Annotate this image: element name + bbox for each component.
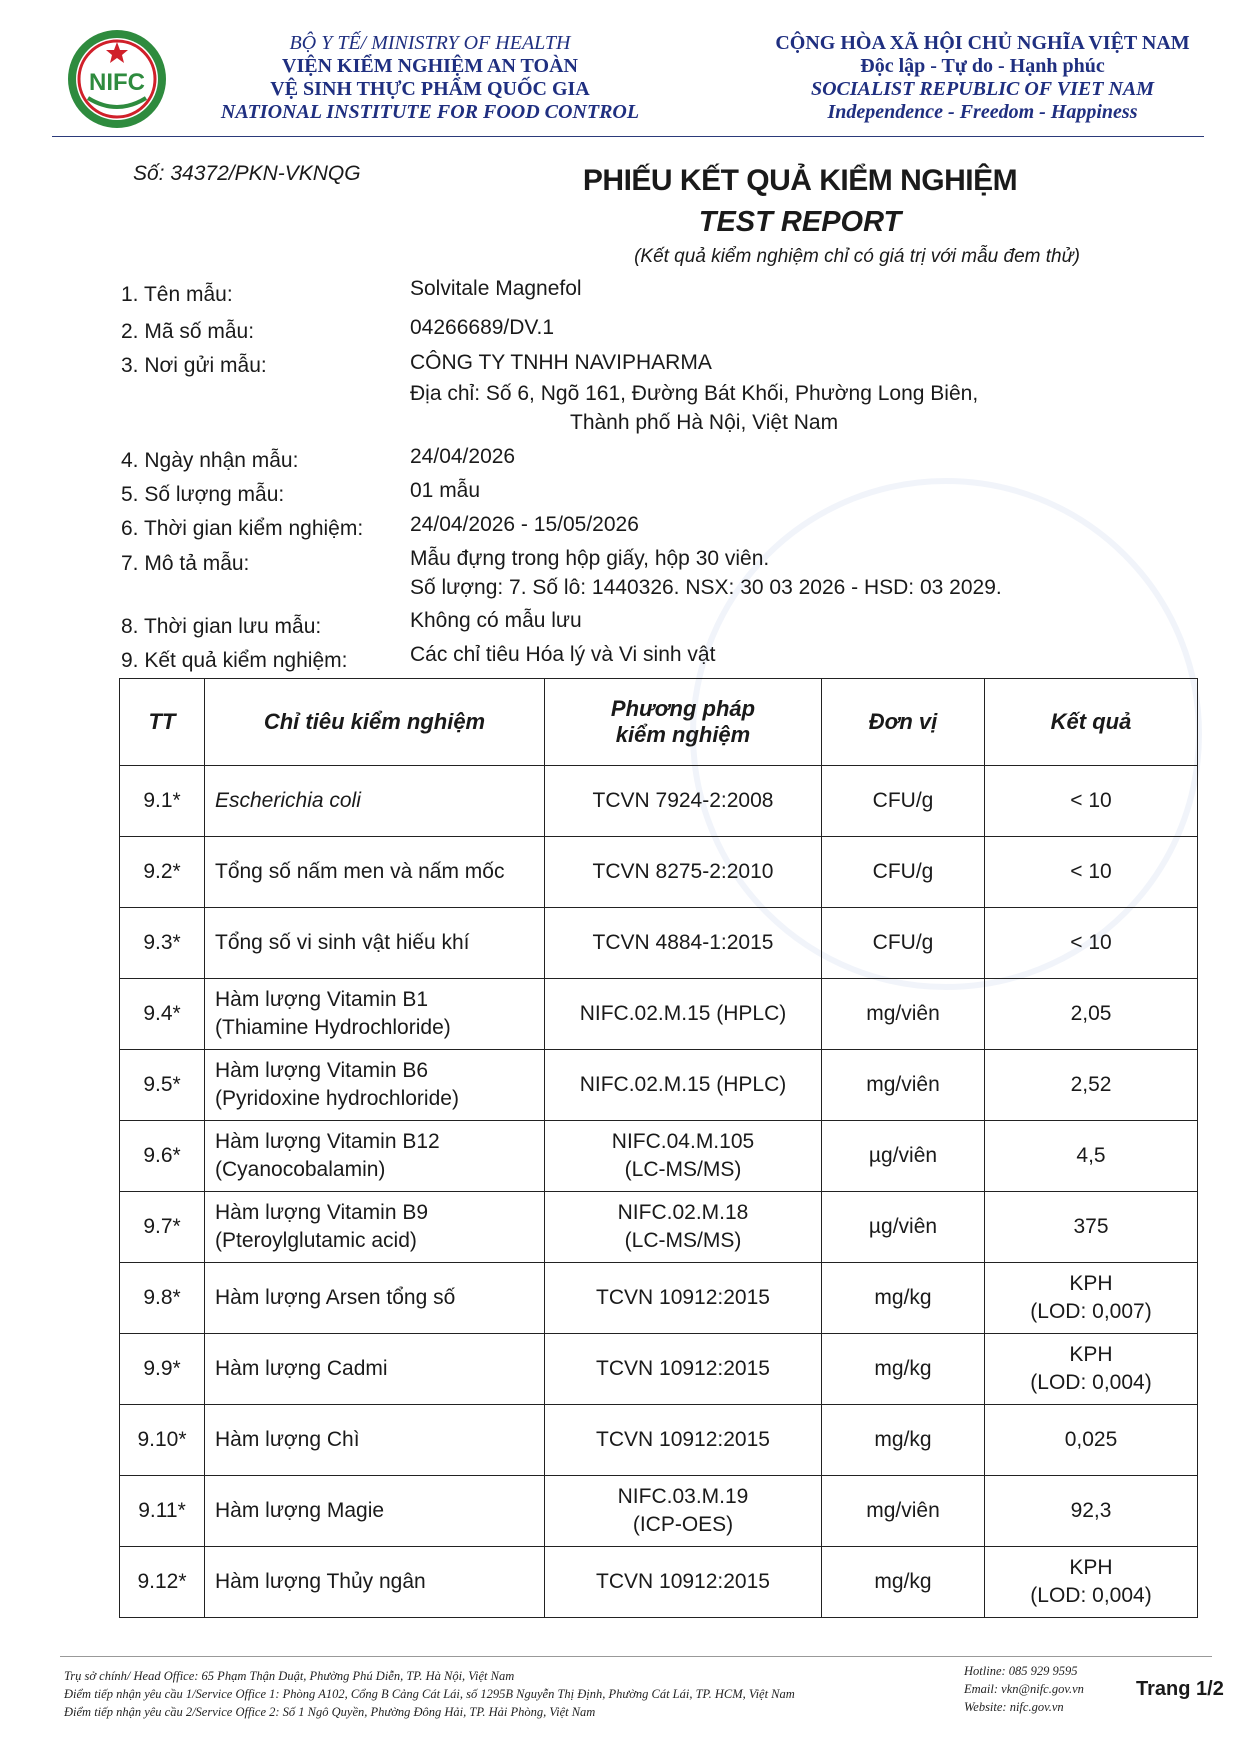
row-result-line1: 92,3 (1070, 1499, 1112, 1522)
info-value: 04266689/DV.1 (410, 316, 555, 339)
row-item (205, 1547, 545, 1618)
table-row (120, 837, 1198, 908)
row-tt: 9.9* (120, 1334, 205, 1405)
row-result-line1: 4,5 (1076, 1144, 1106, 1167)
row-unit: µg/viên (822, 1192, 985, 1263)
row-tt: 9.4* (120, 979, 205, 1050)
info-value: Solvitale Magnefol (410, 277, 582, 300)
row-result-line1: KPH (1069, 1343, 1113, 1366)
footer-addresses (64, 1667, 795, 1721)
info-label: 7. Mô tả mẫu: (121, 552, 250, 575)
row-method-line1: TCVN 7924-2:2008 (592, 789, 774, 812)
row-item-line2: (Thiamine Hydrochloride) (215, 1016, 451, 1039)
table-row (120, 1405, 1198, 1476)
row-result (985, 766, 1198, 837)
row-item (205, 979, 545, 1050)
info-value: Địa chỉ: Số 6, Ngõ 161, Đường Bát Khối, Phường Long Biên, (410, 382, 979, 405)
table-row (120, 1050, 1198, 1121)
table-row (120, 979, 1198, 1050)
row-result (985, 1263, 1198, 1334)
row-item-line1: Hàm lượng Thủy ngân (215, 1570, 426, 1593)
republic-name-en: SOCIALIST REPUBLIC OF VIET NAM (810, 78, 1155, 100)
row-result (985, 1192, 1198, 1263)
table-row (120, 1334, 1198, 1405)
row-method (545, 979, 822, 1050)
row-result (985, 837, 1198, 908)
row-result-line1: < 10 (1070, 931, 1112, 954)
row-item (205, 837, 545, 908)
row-item-line1: Tổng số vi sinh vật hiếu khí (215, 931, 470, 954)
row-method-line1: TCVN 10912:2015 (596, 1570, 770, 1593)
row-item (205, 1121, 545, 1192)
info-label: 3. Nơi gửi mẫu: (121, 354, 267, 377)
row-item-line1: Hàm lượng Cadmi (215, 1357, 388, 1380)
row-item-line1: Tổng số nấm men và nấm mốc (215, 860, 505, 883)
row-unit: µg/viên (822, 1121, 985, 1192)
row-item (205, 1050, 545, 1121)
info-value: CÔNG TY TNHH NAVIPHARMA (410, 351, 712, 374)
row-method-line2: (LC-MS/MS) (624, 1158, 742, 1181)
row-item-line1: Hàm lượng Vitamin B1 (215, 988, 429, 1011)
row-unit: mg/kg (822, 1547, 985, 1618)
row-method-line1: TCVN 8275-2:2010 (592, 860, 774, 883)
row-unit: CFU/g (822, 837, 985, 908)
header-method (545, 679, 822, 766)
info-value: Số lượng: 7. Số lô: 1440326. NSX: 30 03 2026 - HSD: 03 2029. (410, 576, 1002, 599)
row-tt: 9.8* (120, 1263, 205, 1334)
row-method-line1: NIFC.03.M.19 (617, 1485, 749, 1508)
svg-text:NIFC: NIFC (89, 69, 145, 96)
info-label: 4. Ngày nhận mẫu: (121, 449, 299, 472)
table-row (120, 1476, 1198, 1547)
row-method-line1: NIFC.02.M.15 (HPLC) (579, 1002, 787, 1025)
row-item (205, 1334, 545, 1405)
info-label: 6. Thời gian kiểm nghiệm: (121, 517, 364, 540)
institute-name-vn-2: VỆ SINH THỰC PHẨM QUỐC GIA (270, 78, 590, 100)
row-tt: 9.6* (120, 1121, 205, 1192)
info-value: Các chỉ tiêu Hóa lý và Vi sinh vật (410, 643, 716, 666)
row-tt: 9.3* (120, 908, 205, 979)
row-result-line1: 375 (1073, 1215, 1109, 1238)
row-unit: CFU/g (822, 908, 985, 979)
row-tt: 9.12* (120, 1547, 205, 1618)
row-result (985, 908, 1198, 979)
row-method (545, 1192, 822, 1263)
row-item-line2: (Pteroylglutamic acid) (215, 1229, 417, 1252)
nifc-logo-icon (66, 28, 168, 130)
website: Website: nifc.gov.vn (964, 1700, 1064, 1714)
row-result-line2: (LOD: 0,004) (1030, 1584, 1152, 1607)
info-label: 1. Tên mẫu: (121, 283, 233, 306)
info-label: 2. Mã số mẫu: (121, 320, 255, 343)
row-result-line1: < 10 (1070, 860, 1112, 883)
row-result-line1: 2,05 (1070, 1002, 1112, 1025)
row-method (545, 1405, 822, 1476)
info-value: Mẫu đựng trong hộp giấy, hộp 30 viên. (410, 547, 770, 570)
row-method-line1: NIFC.02.M.18 (617, 1201, 749, 1224)
hotline: Hotline: 085 929 9595 (964, 1664, 1078, 1678)
info-label: 9. Kết quả kiểm nghiệm: (121, 649, 348, 672)
row-result (985, 1121, 1198, 1192)
row-result (985, 1334, 1198, 1405)
row-method (545, 908, 822, 979)
info-value: 24/04/2026 - 15/05/2026 (410, 513, 639, 536)
row-item (205, 1476, 545, 1547)
report-note: (Kết quả kiểm nghiệm chỉ có giá trị với mẫu đem thử) (634, 246, 1080, 267)
row-item-line1: Hàm lượng Arsen tổng số (215, 1286, 456, 1309)
table-row (120, 766, 1198, 837)
row-result (985, 1050, 1198, 1121)
report-title: PHIẾU KẾT QUẢ KIỂM NGHIỆM (582, 164, 1018, 197)
footer-divider (60, 1656, 1212, 1657)
header-divider (52, 136, 1204, 137)
service-office-1: Điểm tiếp nhận yêu cầu 1/Service Office 1: Phòng A102, Cổng B Cảng Cát Lái, số 1295B Nguyễn Thị Định, Phường Cát Lái, TP. HCM, Việt Nam (64, 1687, 795, 1701)
row-result (985, 1476, 1198, 1547)
row-tt: 9.10* (120, 1405, 205, 1476)
table-row (120, 908, 1198, 979)
email: Email: vkn@nifc.gov.vn (964, 1682, 1084, 1696)
row-unit: mg/viên (822, 1050, 985, 1121)
row-item (205, 766, 545, 837)
row-item-line2: (Cyanocobalamin) (215, 1158, 386, 1181)
info-label: 5. Số lượng mẫu: (121, 483, 285, 506)
row-result-line1: KPH (1069, 1272, 1113, 1295)
row-unit: mg/kg (822, 1263, 985, 1334)
row-method (545, 1121, 822, 1192)
table-row (120, 1192, 1198, 1263)
row-method-line2: (ICP-OES) (632, 1513, 734, 1536)
header-tt: TT (120, 679, 205, 766)
row-method-line1: TCVN 10912:2015 (596, 1428, 770, 1451)
row-item-line1: Hàm lượng Chì (215, 1428, 360, 1451)
motto-en: Independence - Freedom - Happiness (827, 101, 1138, 123)
info-label: 8. Thời gian lưu mẫu: (121, 615, 322, 638)
table-row (120, 1263, 1198, 1334)
row-method (545, 766, 822, 837)
row-method-line1: TCVN 4884-1:2015 (592, 931, 774, 954)
table-row (120, 1547, 1198, 1618)
row-item (205, 1405, 545, 1476)
row-item (205, 1192, 545, 1263)
national-header (755, 32, 1210, 124)
row-method-line1: TCVN 10912:2015 (596, 1286, 770, 1309)
row-result (985, 979, 1198, 1050)
row-item (205, 908, 545, 979)
institute-name-en: NATIONAL INSTITUTE FOR FOOD CONTROL (220, 101, 640, 123)
document-number: Số: 34372/PKN-VKNQG (133, 162, 361, 185)
ministry-line: BỘ Y TẾ/ MINISTRY OF HEALTH (289, 32, 571, 54)
row-tt: 9.5* (120, 1050, 205, 1121)
report-subtitle: TEST REPORT (698, 206, 902, 238)
row-result-line2: (LOD: 0,007) (1030, 1300, 1152, 1323)
row-result (985, 1547, 1198, 1618)
row-method-line2: (LC-MS/MS) (624, 1229, 742, 1252)
row-unit: CFU/g (822, 766, 985, 837)
row-item-line1: Escherichia coli (215, 789, 361, 812)
row-method (545, 837, 822, 908)
row-method (545, 1334, 822, 1405)
row-tt: 9.7* (120, 1192, 205, 1263)
row-item-line1: Hàm lượng Vitamin B9 (215, 1201, 429, 1224)
row-tt: 9.1* (120, 766, 205, 837)
row-result-line1: < 10 (1070, 789, 1112, 812)
row-item-line1: Hàm lượng Vitamin B12 (215, 1130, 440, 1153)
header-item: Chỉ tiêu kiểm nghiệm (205, 679, 545, 766)
row-item-line1: Hàm lượng Vitamin B6 (215, 1059, 429, 1082)
header-method-line1: Phương pháp (610, 696, 756, 721)
header-unit: Đơn vị (822, 679, 985, 766)
institute-name-vn-1: VIỆN KIỂM NGHIỆM AN TOÀN (282, 55, 578, 77)
info-value: Không có mẫu lưu (410, 609, 582, 632)
row-unit: mg/kg (822, 1334, 985, 1405)
table-header-row (120, 679, 1198, 766)
row-unit: mg/kg (822, 1405, 985, 1476)
header-result: Kết quả (985, 679, 1198, 766)
info-value: 24/04/2026 (410, 445, 516, 468)
header-method-line2: kiểm nghiệm (615, 722, 751, 747)
row-method-line1: NIFC.02.M.15 (HPLC) (579, 1073, 787, 1096)
row-result-line1: 0,025 (1064, 1428, 1118, 1451)
row-tt: 9.11* (120, 1476, 205, 1547)
service-office-2: Điểm tiếp nhận yêu cầu 2/Service Office 2: Số 1 Ngô Quyền, Phường Đông Hải, TP. Hải Phòng, Việt Nam (64, 1705, 596, 1719)
institute-header (200, 32, 660, 124)
row-result-line1: 2,52 (1070, 1073, 1112, 1096)
motto-vn: Độc lập - Tự do - Hạnh phúc (860, 55, 1105, 77)
row-unit: mg/viên (822, 979, 985, 1050)
row-item-line2: (Pyridoxine hydrochloride) (215, 1087, 459, 1110)
row-method (545, 1050, 822, 1121)
table-row (120, 1121, 1198, 1192)
row-unit: mg/viên (822, 1476, 985, 1547)
page-number: Trang 1/2 (1136, 1678, 1224, 1700)
row-result (985, 1405, 1198, 1476)
row-method (545, 1476, 822, 1547)
row-method-line1: TCVN 10912:2015 (596, 1357, 770, 1380)
footer-contacts (964, 1662, 1084, 1716)
row-method (545, 1547, 822, 1618)
row-tt: 9.2* (120, 837, 205, 908)
results-table (119, 678, 1198, 1618)
row-item-line1: Hàm lượng Magie (215, 1499, 385, 1522)
row-result-line2: (LOD: 0,004) (1030, 1371, 1152, 1394)
row-method (545, 1263, 822, 1334)
row-result-line1: KPH (1069, 1556, 1113, 1579)
row-method-line1: NIFC.04.M.105 (611, 1130, 755, 1153)
head-office: Trụ sở chính/ Head Office: 65 Phạm Thận Duật, Phường Phú Diễn, TP. Hà Nội, Việt Nam (64, 1669, 515, 1683)
info-value: Thành phố Hà Nội, Việt Nam (570, 411, 839, 434)
row-item (205, 1263, 545, 1334)
republic-name-vn: CỘNG HÒA XÃ HỘI CHỦ NGHĨA VIỆT NAM (775, 32, 1190, 54)
info-value: 01 mẫu (410, 479, 481, 502)
